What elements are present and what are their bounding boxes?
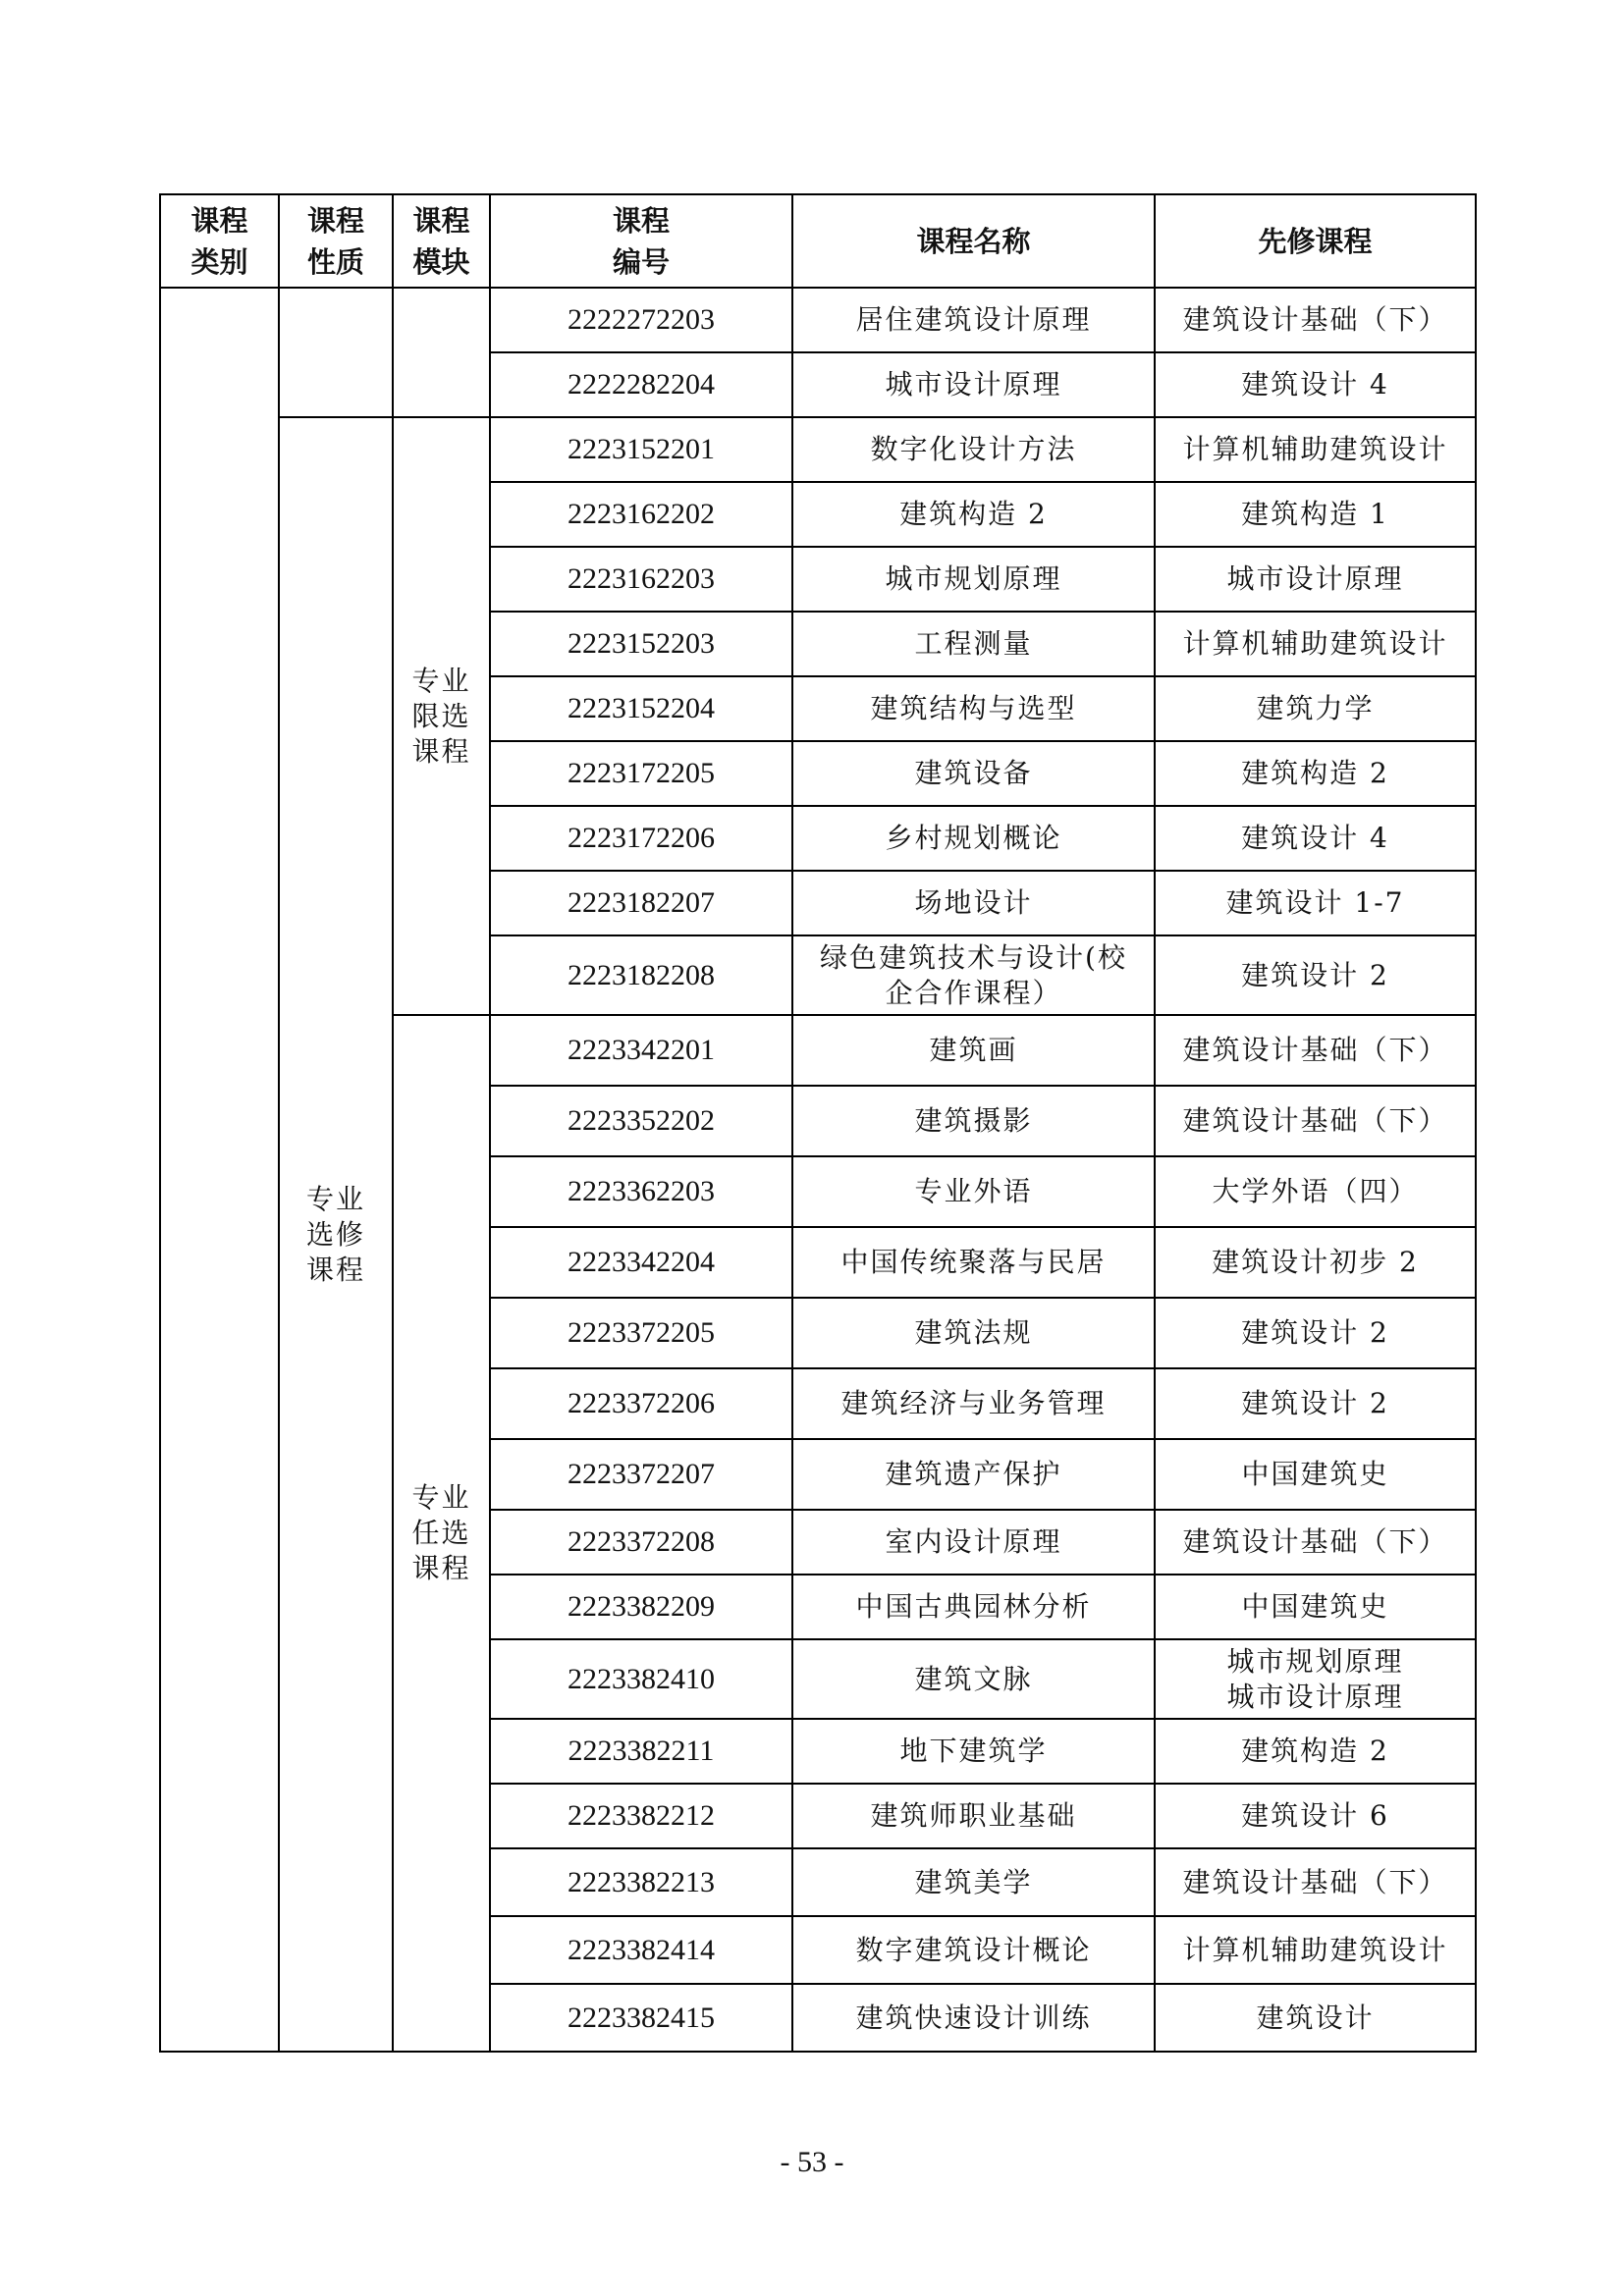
course-code: 2222272203 [490, 288, 792, 352]
course-name: 居住建筑设计原理 [792, 288, 1155, 352]
category-cell [160, 288, 279, 2052]
course-code: 2223172205 [490, 741, 792, 806]
course-code: 2223342204 [490, 1227, 792, 1298]
table-row [160, 417, 1476, 482]
course-name: 建筑摄影 [792, 1086, 1155, 1156]
course-code: 2223382212 [490, 1784, 792, 1848]
course-code: 2223382211 [490, 1719, 792, 1784]
course-code: 2223382209 [490, 1575, 792, 1639]
course-prereq: 建筑设计基础（下） [1155, 288, 1476, 352]
header-nature-line2: 性质 [306, 244, 364, 279]
course-prereq: 建筑设计 1-7 [1155, 871, 1476, 935]
course-prereq: 建筑设计基础（下） [1155, 1848, 1476, 1916]
course-prereq: 计算机辅助建筑设计 [1155, 417, 1476, 482]
course-prereq: 建筑设计 2 [1155, 935, 1476, 1015]
header-nature-line1: 课程 [306, 203, 364, 238]
course-prereq: 大学外语（四） [1155, 1156, 1476, 1227]
nature-label-line3: 课程 [305, 1253, 365, 1286]
course-name: 乡村规划概论 [792, 806, 1155, 871]
course-name: 数字建筑设计概论 [792, 1916, 1155, 1984]
table-row [160, 288, 1476, 352]
header-code-line1: 课程 [612, 203, 670, 238]
course-code: 2223152204 [490, 676, 792, 741]
module-cell-upper [393, 288, 490, 417]
course-prereq: 建筑力学 [1155, 676, 1476, 741]
course-prereq: 建筑设计基础（下） [1155, 1015, 1476, 1086]
course-name: 场地设计 [792, 871, 1155, 935]
course-code: 2223372207 [490, 1439, 792, 1510]
course-name: 建筑快速设计训练 [792, 1984, 1155, 2052]
course-prereq: 建筑构造 1 [1155, 482, 1476, 547]
header-category [160, 194, 279, 288]
course-name: 绿色建筑技术与设计(校企合作课程） [792, 935, 1155, 1015]
course-code: 2223172206 [490, 806, 792, 871]
course-prereq-line1: 城市规划原理 [1226, 1644, 1404, 1678]
course-code: 2223152203 [490, 612, 792, 676]
course-prereq: 中国建筑史 [1155, 1439, 1476, 1510]
course-name: 中国传统聚落与民居 [792, 1227, 1155, 1298]
course-code: 2222282204 [490, 352, 792, 417]
header-row [160, 194, 1476, 288]
course-code: 2223352202 [490, 1086, 792, 1156]
course-prereq: 建筑设计基础（下） [1155, 1086, 1476, 1156]
course-prereq: 中国建筑史 [1155, 1575, 1476, 1639]
header-module-line2: 模块 [412, 244, 470, 279]
course-name: 建筑法规 [792, 1298, 1155, 1368]
course-name: 室内设计原理 [792, 1510, 1155, 1575]
header-module-line1: 课程 [412, 203, 470, 238]
course-code: 2223382213 [490, 1848, 792, 1916]
course-name: 数字化设计方法 [792, 417, 1155, 482]
course-name: 建筑经济与业务管理 [792, 1368, 1155, 1439]
nature-cell-elective [279, 417, 393, 2052]
nature-cell-upper [279, 288, 393, 417]
course-code: 2223362203 [490, 1156, 792, 1227]
course-prereq [1155, 1639, 1476, 1719]
course-name: 建筑画 [792, 1015, 1155, 1086]
course-prereq: 建筑设计 4 [1155, 352, 1476, 417]
course-code: 2223342201 [490, 1015, 792, 1086]
course-name: 地下建筑学 [792, 1719, 1155, 1784]
course-name: 建筑设备 [792, 741, 1155, 806]
course-prereq: 计算机辅助建筑设计 [1155, 1916, 1476, 1984]
course-prereq: 建筑设计 2 [1155, 1368, 1476, 1439]
course-prereq: 建筑设计 6 [1155, 1784, 1476, 1848]
course-name: 建筑遗产保护 [792, 1439, 1155, 1510]
header-prereq: 先修课程 [1155, 194, 1476, 288]
course-code: 2223182208 [490, 935, 792, 1015]
course-prereq: 建筑设计 4 [1155, 806, 1476, 871]
nature-label-line1: 专业 [305, 1182, 365, 1215]
course-code: 2223382415 [490, 1984, 792, 2052]
module-optional-line3: 课程 [411, 1552, 471, 1584]
course-prereq-line2: 城市设计原理 [1226, 1680, 1404, 1713]
module-optional-line2: 任选 [411, 1517, 471, 1549]
header-code-line2: 编号 [612, 244, 670, 279]
course-name: 建筑美学 [792, 1848, 1155, 1916]
course-prereq: 建筑设计初步 2 [1155, 1227, 1476, 1298]
course-code: 2223162203 [490, 547, 792, 612]
module-limited-line1: 专业 [411, 664, 471, 697]
module-limited-line2: 限选 [411, 699, 471, 732]
course-prereq: 建筑构造 2 [1155, 741, 1476, 806]
course-prereq: 建筑设计 2 [1155, 1298, 1476, 1368]
course-name: 专业外语 [792, 1156, 1155, 1227]
course-code: 2223382410 [490, 1639, 792, 1719]
course-name: 建筑文脉 [792, 1639, 1155, 1719]
header-module [393, 194, 490, 288]
header-name: 课程名称 [792, 194, 1155, 288]
course-name: 建筑师职业基础 [792, 1784, 1155, 1848]
course-code: 2223152201 [490, 417, 792, 482]
course-table [159, 193, 1477, 2053]
course-name: 建筑构造 2 [792, 482, 1155, 547]
course-prereq: 建筑设计 [1155, 1984, 1476, 2052]
course-code: 2223382414 [490, 1916, 792, 1984]
course-name: 工程测量 [792, 612, 1155, 676]
course-name: 建筑结构与选型 [792, 676, 1155, 741]
course-prereq: 建筑构造 2 [1155, 1719, 1476, 1784]
course-code: 2223372205 [490, 1298, 792, 1368]
page-number: - 53 - [780, 2146, 844, 2178]
module-limited-line3: 课程 [411, 734, 471, 768]
header-category-line2: 类别 [190, 244, 248, 279]
header-category-line1: 课程 [190, 203, 248, 238]
module-optional-line1: 专业 [411, 1481, 471, 1514]
course-name: 城市规划原理 [792, 547, 1155, 612]
course-prereq: 城市设计原理 [1155, 547, 1476, 612]
nature-label-line2: 选修 [305, 1217, 365, 1251]
header-nature [279, 194, 393, 288]
module-cell-optional [393, 1015, 490, 2052]
course-code: 2223162202 [490, 482, 792, 547]
course-code: 2223372208 [490, 1510, 792, 1575]
course-code: 2223182207 [490, 871, 792, 935]
course-prereq: 建筑设计基础（下） [1155, 1510, 1476, 1575]
course-prereq: 计算机辅助建筑设计 [1155, 612, 1476, 676]
course-name: 中国古典园林分析 [792, 1575, 1155, 1639]
header-code [490, 194, 792, 288]
module-cell-limited [393, 417, 490, 1015]
course-code: 2223372206 [490, 1368, 792, 1439]
course-name: 城市设计原理 [792, 352, 1155, 417]
